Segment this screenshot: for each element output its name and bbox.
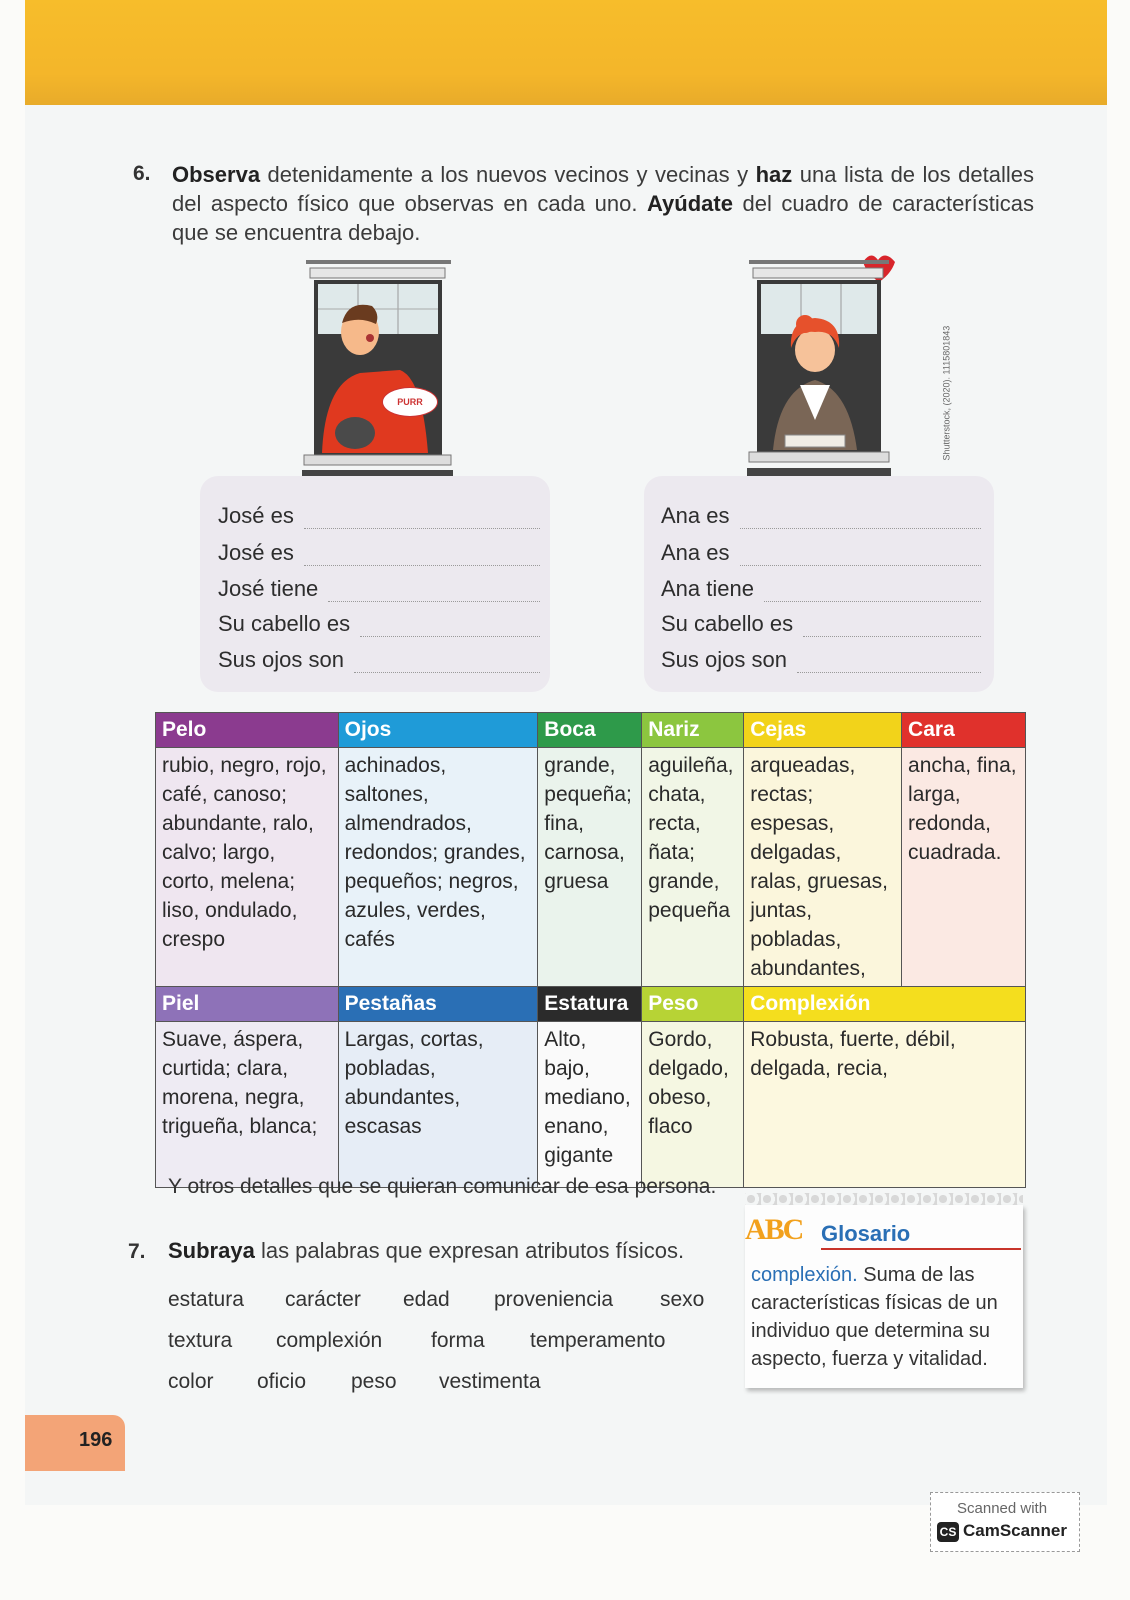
cell-estatura: Alto, bajo, mediano, enano, gigante bbox=[538, 1022, 642, 1188]
row-label: Su cabello es bbox=[661, 611, 794, 636]
header-pelo: Pelo bbox=[156, 713, 339, 748]
row-label: José tiene bbox=[218, 576, 319, 601]
row-label: Ana es bbox=[661, 540, 730, 565]
row-label: Sus ojos son bbox=[218, 647, 344, 672]
instruction-verb-haz: haz bbox=[755, 162, 793, 187]
cell-peso: Gordo, delgado, obeso, flaco bbox=[642, 1022, 744, 1188]
word-option[interactable]: carácter bbox=[285, 1288, 361, 1311]
word-option[interactable]: textura bbox=[168, 1329, 233, 1352]
fill-in-line[interactable] bbox=[740, 545, 982, 566]
ana-row-2 bbox=[661, 540, 981, 566]
page-number: 196 bbox=[79, 1429, 113, 1451]
question-6-text bbox=[172, 160, 1034, 247]
jose-row-5 bbox=[218, 647, 540, 673]
photo-credit-text: Shutterstock, (2020). 1115801843 bbox=[941, 325, 952, 461]
table-header-row bbox=[156, 713, 1026, 748]
question-7-text bbox=[168, 1236, 684, 1265]
ana-window-illustration bbox=[745, 250, 920, 486]
instruction-verb-subraya: Subraya bbox=[168, 1238, 255, 1263]
table-row bbox=[156, 748, 1026, 987]
photo-credit bbox=[935, 290, 955, 465]
cell-complexion: Robusta, fuerte, débil, delgada, recia, bbox=[744, 1022, 1026, 1188]
row-label: Su cabello es bbox=[218, 611, 351, 636]
camscanner-logo-icon: CS bbox=[937, 1522, 959, 1542]
ana-row-4 bbox=[661, 611, 981, 637]
ana-row-5 bbox=[661, 647, 981, 673]
header-boca: Boca bbox=[538, 713, 642, 748]
fill-in-line[interactable] bbox=[328, 581, 540, 602]
row-label: Ana tiene bbox=[661, 576, 754, 601]
speech-bubble: PURR bbox=[382, 387, 438, 417]
question-6-number: 6. bbox=[133, 162, 151, 185]
jose-window-illustration bbox=[300, 258, 455, 486]
row-label: Sus ojos son bbox=[661, 647, 787, 672]
fill-in-line[interactable] bbox=[304, 545, 540, 566]
cell-boca: grande, pequeña; fina, carnosa, gruesa bbox=[538, 748, 642, 987]
scanner-line-1: Scanned with bbox=[957, 1500, 1048, 1517]
jose-row-3 bbox=[218, 576, 540, 602]
q6-text-part: detenidamente a los nuevos vecinos y vecinas y bbox=[260, 162, 756, 187]
word-option[interactable]: complexión bbox=[276, 1329, 383, 1352]
cell-pestanas: Largas, cortas, pobladas, abundantes, escasas bbox=[338, 1022, 538, 1188]
q6-text-part: del cuadro de características que se encuentra debajo. bbox=[172, 191, 1034, 245]
question-7-number: 7. bbox=[128, 1240, 146, 1263]
cell-cara: ancha, fina, larga, redonda, cuadrada. bbox=[902, 748, 1026, 987]
cell-piel: Suave, áspera, curtida; clara, morena, negra, trigueña, blanca; bbox=[156, 1022, 339, 1188]
header-piel: Piel bbox=[156, 987, 339, 1022]
header-complexion: Complexión bbox=[744, 987, 1026, 1022]
header-peso: Peso bbox=[642, 987, 744, 1022]
ana-row-3 bbox=[661, 576, 981, 602]
header-cara: Cara bbox=[902, 713, 1026, 748]
instruction-verb-observa: Observa bbox=[172, 162, 261, 187]
word-option[interactable]: forma bbox=[431, 1329, 485, 1352]
fill-in-line[interactable] bbox=[764, 581, 981, 602]
word-option[interactable]: oficio bbox=[257, 1370, 307, 1393]
fill-in-line[interactable] bbox=[740, 508, 982, 529]
word-option[interactable]: sexo bbox=[660, 1288, 705, 1311]
header-ojos: Ojos bbox=[338, 713, 538, 748]
header-cejas: Cejas bbox=[744, 713, 902, 748]
glossary-rule bbox=[821, 1248, 1021, 1250]
word-option[interactable]: peso bbox=[351, 1370, 397, 1393]
header-pestanas: Pestañas bbox=[338, 987, 538, 1022]
word-option[interactable]: edad bbox=[403, 1288, 450, 1311]
row-label: Ana es bbox=[661, 503, 730, 528]
fill-in-line[interactable] bbox=[304, 508, 540, 529]
table-note: Y otros detalles que se quieran comunicar de esa persona. bbox=[168, 1175, 717, 1198]
header-estatura: Estatura bbox=[538, 987, 642, 1022]
glossary-term: complexión. bbox=[751, 1264, 858, 1286]
fill-in-line[interactable] bbox=[803, 616, 981, 637]
header-nariz: Nariz bbox=[642, 713, 744, 748]
fill-in-line[interactable] bbox=[360, 616, 540, 637]
spiral-binding bbox=[745, 1193, 1023, 1205]
jose-row-1 bbox=[218, 503, 540, 529]
q6-text-part: una lista de los detalles del aspecto físico que observas en cada uno. bbox=[172, 162, 1034, 216]
word-option[interactable]: proveniencia bbox=[494, 1288, 614, 1311]
jose-row-4 bbox=[218, 611, 540, 637]
glossary-title: Glosario bbox=[821, 1221, 911, 1246]
fill-in-line[interactable] bbox=[354, 652, 540, 673]
word-option[interactable]: color bbox=[168, 1370, 214, 1393]
glossary-box bbox=[745, 1205, 1023, 1388]
word-option[interactable]: temperamento bbox=[530, 1329, 666, 1352]
glossary-definition bbox=[751, 1261, 1017, 1373]
fill-in-line[interactable] bbox=[797, 652, 981, 673]
top-color-band bbox=[25, 0, 1107, 105]
word-option[interactable]: vestimenta bbox=[439, 1370, 541, 1393]
instruction-verb-ayudate: Ayúdate bbox=[646, 191, 733, 216]
word-option[interactable]: estatura bbox=[168, 1288, 244, 1311]
cell-cejas: arqueadas, rectas; espesas, delgadas, ralas, gruesas, juntas, pobladas, abundantes, bbox=[744, 748, 902, 987]
row-label: José es bbox=[218, 540, 294, 565]
table-header-row bbox=[156, 987, 1026, 1022]
row-label: José es bbox=[218, 503, 294, 528]
glossary-definition-text: Suma de las características físicas de un individuo que determina su aspecto, fuerza y vitalidad. bbox=[751, 1264, 998, 1370]
table-row bbox=[156, 1022, 1026, 1188]
cell-pelo: rubio, negro, rojo, café, canoso; abundante, ralo, calvo; largo, corto, melena; liso, ondulado, crespo bbox=[156, 748, 339, 987]
jose-row-2 bbox=[218, 540, 540, 566]
cell-nariz: aguileña, chata, recta, ñata; grande, pequeña bbox=[642, 748, 744, 987]
ana-row-1 bbox=[661, 503, 981, 529]
characteristics-table bbox=[155, 712, 1026, 1188]
scanner-line-2: CamScanner bbox=[963, 1521, 1067, 1540]
q7-text-part: las palabras que expresan atributos físicos. bbox=[254, 1238, 685, 1263]
scanner-watermark bbox=[930, 1492, 1080, 1552]
abc-logo-icon bbox=[745, 1213, 802, 1247]
cell-ojos: achinados, saltones, almendrados, redondos; grandes, pequeños; negros, azules, verdes, cafés bbox=[338, 748, 538, 987]
abc-logo-text: ABC bbox=[745, 1213, 803, 1246]
page-number-tab bbox=[25, 1415, 125, 1471]
